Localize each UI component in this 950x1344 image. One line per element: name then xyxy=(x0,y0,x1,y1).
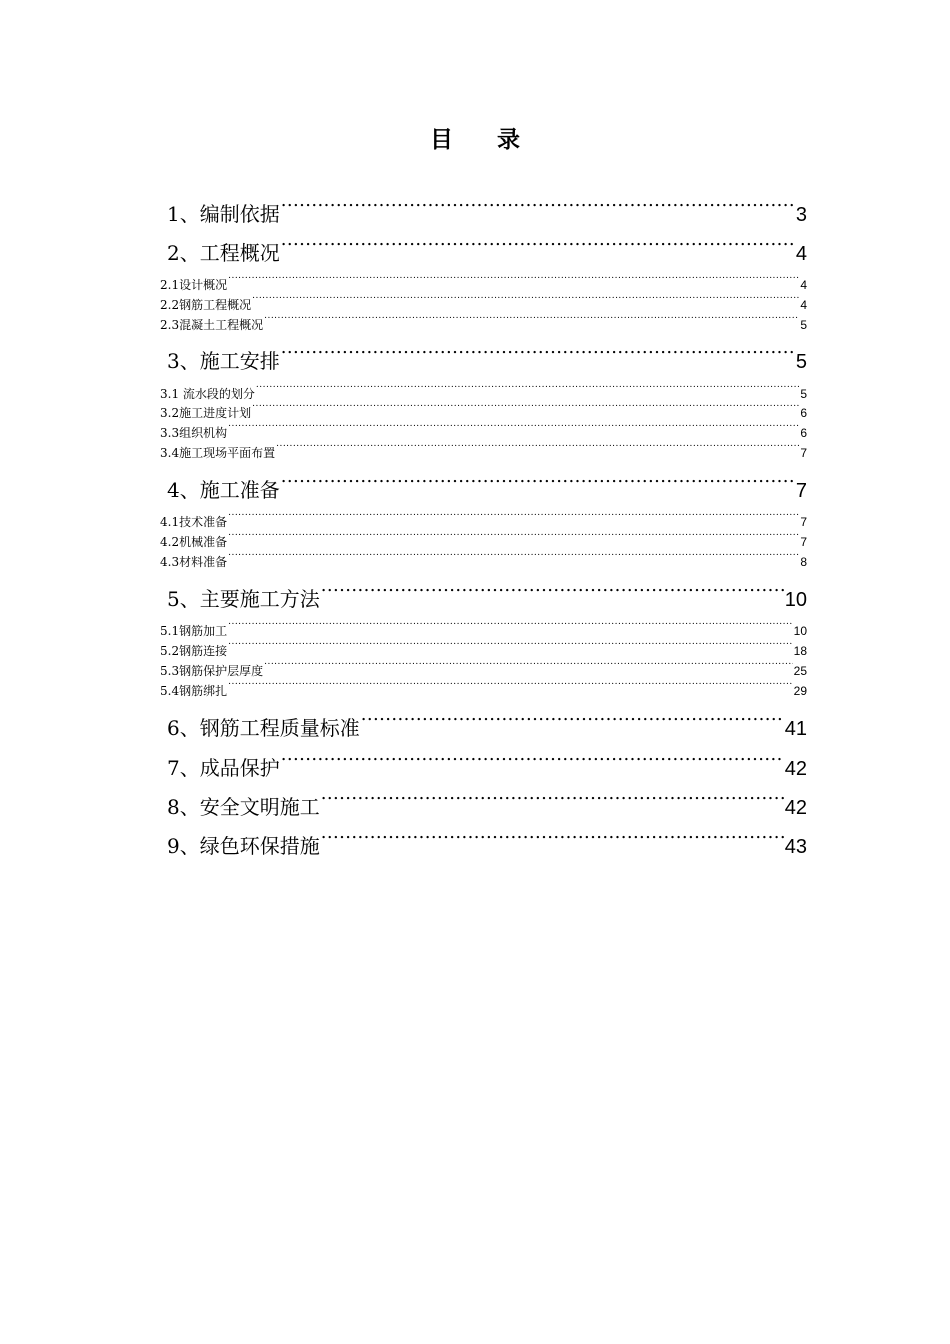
dot-leader xyxy=(361,707,784,735)
dot-leader xyxy=(228,508,799,526)
toc-entry-label: 2.2钢筋工程概况 xyxy=(160,298,252,312)
toc-entry[interactable] xyxy=(160,528,807,549)
dot-leader xyxy=(264,657,793,675)
toc-entry[interactable] xyxy=(167,232,807,265)
dot-leader xyxy=(228,419,799,437)
toc-entry-page: 10 xyxy=(793,624,807,638)
toc-entry[interactable] xyxy=(160,291,807,312)
toc-entry-label: 3.3组织机构 xyxy=(160,426,228,440)
toc-entry[interactable] xyxy=(160,637,807,658)
toc-entry-page: 5 xyxy=(800,318,807,332)
toc-entry[interactable] xyxy=(167,747,807,780)
toc-entry-label: 4、施工准备 xyxy=(167,478,280,502)
toc-entry-label: 5.3钢筋保护层厚度 xyxy=(160,664,264,678)
dot-leader xyxy=(321,786,784,814)
toc-entry[interactable] xyxy=(167,469,807,502)
toc-entry-page: 43 xyxy=(784,836,807,858)
toc-entry-page: 41 xyxy=(784,718,807,740)
toc-entry[interactable] xyxy=(160,439,807,460)
toc-entry-page: 7 xyxy=(795,480,807,502)
toc-entry-page: 7 xyxy=(800,446,807,460)
dot-leader xyxy=(281,469,795,497)
toc-entry[interactable] xyxy=(160,548,807,569)
dot-leader xyxy=(281,747,784,775)
toc-entry-page: 29 xyxy=(793,684,807,698)
toc-entry-label: 3.1 流水段的划分 xyxy=(160,387,255,401)
toc-entry[interactable] xyxy=(167,707,807,740)
toc-entry-label: 9、绿色环保措施 xyxy=(167,834,320,858)
dot-leader xyxy=(281,193,795,221)
toc-entry-label: 3.4施工现场平面布置 xyxy=(160,446,276,460)
toc-entry-label: 4.1技术准备 xyxy=(160,515,228,529)
title-char: 录 xyxy=(497,126,520,153)
toc-entry[interactable] xyxy=(160,657,807,678)
toc-entry-label: 4.2机械准备 xyxy=(160,535,228,549)
toc-entry-page: 18 xyxy=(793,644,807,658)
toc-entry-page: 25 xyxy=(793,664,807,678)
toc-entry[interactable] xyxy=(160,508,807,529)
toc-entry-label: 7、成品保护 xyxy=(167,756,280,780)
dot-leader xyxy=(228,617,793,635)
toc-entry[interactable] xyxy=(160,399,807,420)
toc-entry-label: 6、钢筋工程质量标准 xyxy=(167,716,360,740)
toc-entry-label: 2.3混凝土工程概况 xyxy=(160,318,264,332)
toc-entry[interactable] xyxy=(167,825,807,858)
toc-entry[interactable] xyxy=(160,419,807,440)
toc-entry-label: 5.1钢筋加工 xyxy=(160,624,228,638)
toc-entry-label: 5.2钢筋连接 xyxy=(160,644,228,658)
toc-entry[interactable] xyxy=(160,271,807,292)
dot-leader xyxy=(281,232,795,260)
toc-entry-page: 3 xyxy=(795,204,807,226)
toc-entry-page: 4 xyxy=(800,278,807,292)
dot-leader xyxy=(228,637,793,655)
toc-entry-page: 7 xyxy=(800,515,807,529)
toc-entry-page: 8 xyxy=(800,555,807,569)
toc-entry-page: 7 xyxy=(800,535,807,549)
toc-entry-label: 2.1设计概况 xyxy=(160,278,228,292)
toc-entry-page: 6 xyxy=(800,426,807,440)
dot-leader xyxy=(276,439,799,457)
dot-leader xyxy=(281,340,795,368)
dot-leader xyxy=(256,380,799,398)
toc-entry-label: 2、工程概况 xyxy=(167,241,280,265)
toc-entry-label: 8、安全文明施工 xyxy=(167,795,320,819)
toc-entry-label: 4.3材料准备 xyxy=(160,555,228,569)
toc-entry[interactable] xyxy=(167,786,807,819)
toc-entry[interactable] xyxy=(160,617,807,638)
toc-entry[interactable] xyxy=(167,340,807,373)
toc-entry-page: 4 xyxy=(800,298,807,312)
toc-entry-page: 5 xyxy=(795,351,807,373)
toc-entry-page: 5 xyxy=(800,387,807,401)
dot-leader xyxy=(228,271,799,289)
dot-leader xyxy=(321,578,784,606)
toc-entry-page: 10 xyxy=(784,589,807,611)
toc-entry[interactable] xyxy=(160,677,807,698)
toc-entry-label: 3、施工安排 xyxy=(167,349,280,373)
toc-entry-label: 3.2施工进度计划 xyxy=(160,406,252,420)
toc-entry-label: 5.4钢筋绑扎 xyxy=(160,684,228,698)
toc-entry[interactable] xyxy=(160,311,807,332)
page-title xyxy=(0,122,950,158)
dot-leader xyxy=(228,677,793,695)
dot-leader xyxy=(228,548,799,566)
toc-entry[interactable] xyxy=(160,380,807,401)
dot-leader xyxy=(321,825,784,853)
toc-entry-label: 1、编制依据 xyxy=(167,202,280,226)
toc-entry-page: 4 xyxy=(795,243,807,265)
toc-entry-page: 42 xyxy=(784,797,807,819)
dot-leader xyxy=(264,311,799,329)
toc-entry-page: 6 xyxy=(800,406,807,420)
toc-entry-page: 42 xyxy=(784,758,807,780)
toc-entry[interactable] xyxy=(167,193,807,226)
title-char: 目 xyxy=(430,126,453,153)
toc-entry[interactable] xyxy=(167,578,807,611)
dot-leader xyxy=(252,399,799,417)
toc-entry-label: 5、主要施工方法 xyxy=(167,587,320,611)
dot-leader xyxy=(228,528,799,546)
dot-leader xyxy=(252,291,799,309)
